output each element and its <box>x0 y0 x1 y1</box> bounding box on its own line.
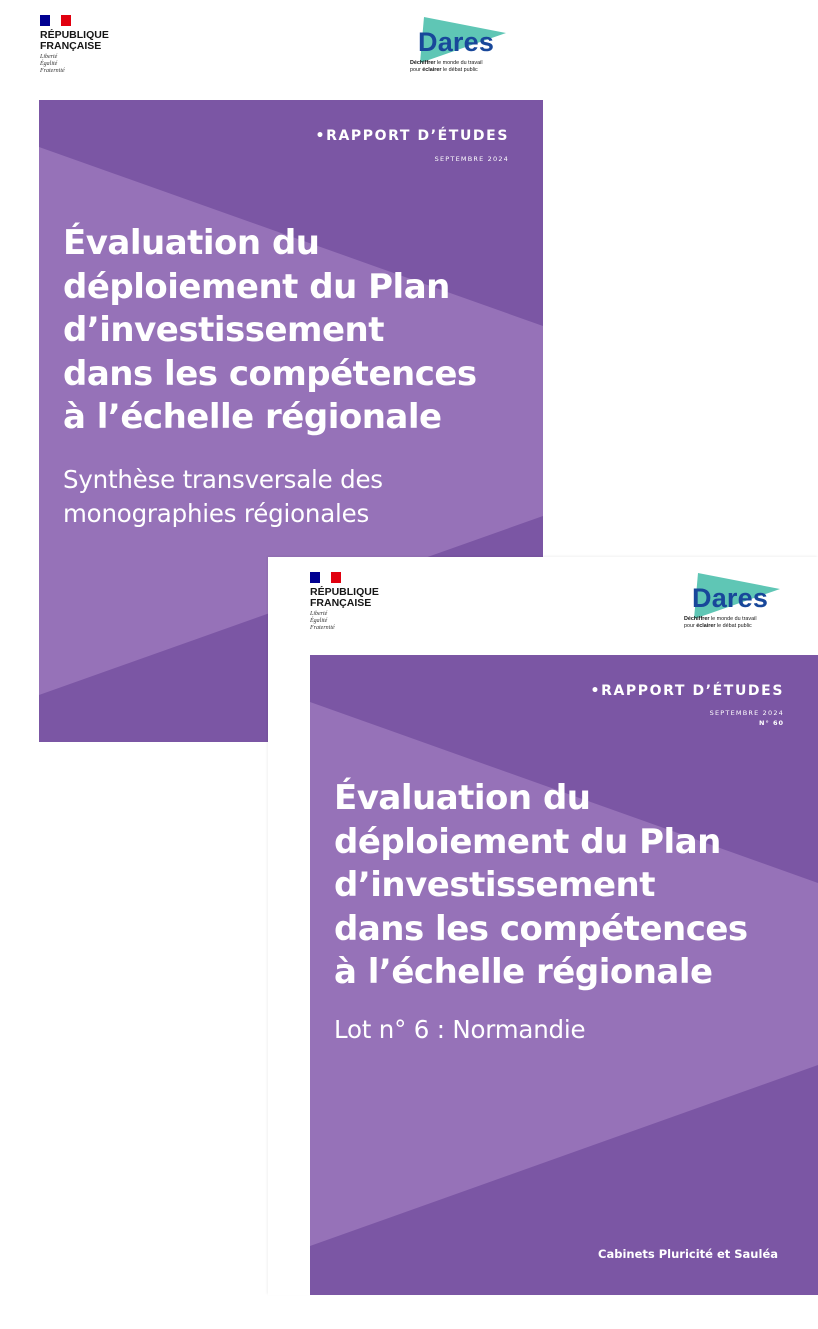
french-flag-icon <box>40 15 71 26</box>
cover-panel <box>310 655 818 1295</box>
report-authors: Cabinets Pluricité et Sauléa <box>598 1247 778 1261</box>
republique-line2: FRANÇAISE <box>310 597 372 609</box>
dares-tagline: Déchiffrer le monde du travail pour éclairer le débat public <box>684 616 757 629</box>
republique-line1: RÉPUBLIQUE <box>40 29 109 41</box>
republique-line2: FRANÇAISE <box>40 40 102 52</box>
motto-egalite: Égalité <box>40 61 58 67</box>
report-number: N° 60 <box>759 719 784 727</box>
report-type: •RAPPORT D’ÉTUDES <box>590 683 784 699</box>
report-subtitle: Lot n° 6 : Normandie <box>334 1015 586 1044</box>
report-date: SEPTEMBRE 2024 <box>434 155 509 163</box>
dares-wordmark: Dares <box>692 583 769 613</box>
republique-francaise-logo <box>40 15 109 75</box>
republique-line1: RÉPUBLIQUE <box>310 586 379 598</box>
report-subtitle: Synthèse transversale des monographies régionales <box>63 465 383 528</box>
republique-francaise-logo <box>310 572 379 632</box>
dares-wordmark: Dares <box>418 27 495 57</box>
report-title: Évaluation du déploiement du Plan d’investissement dans les compétences à l’échelle régionale <box>63 223 477 437</box>
motto-fraternite: Fraternité <box>40 68 65 74</box>
report-type: •RAPPORT D’ÉTUDES <box>315 128 509 144</box>
report-title: Évaluation du déploiement du Plan d’investissement dans les compétences à l’échelle régionale <box>334 778 748 992</box>
report-cover-normandie[interactable] <box>268 557 818 1295</box>
motto-fraternite: Fraternité <box>310 625 335 631</box>
report-date: SEPTEMBRE 2024 <box>709 709 784 717</box>
motto-liberte: Liberté <box>310 611 328 617</box>
motto-egalite: Égalité <box>310 618 328 624</box>
dares-logo <box>410 17 520 77</box>
dares-logo <box>684 573 794 633</box>
dares-tagline: Déchiffrer le monde du travail pour éclairer le débat public <box>410 60 483 73</box>
french-flag-icon <box>310 572 341 583</box>
motto-liberte: Liberté <box>40 54 58 60</box>
